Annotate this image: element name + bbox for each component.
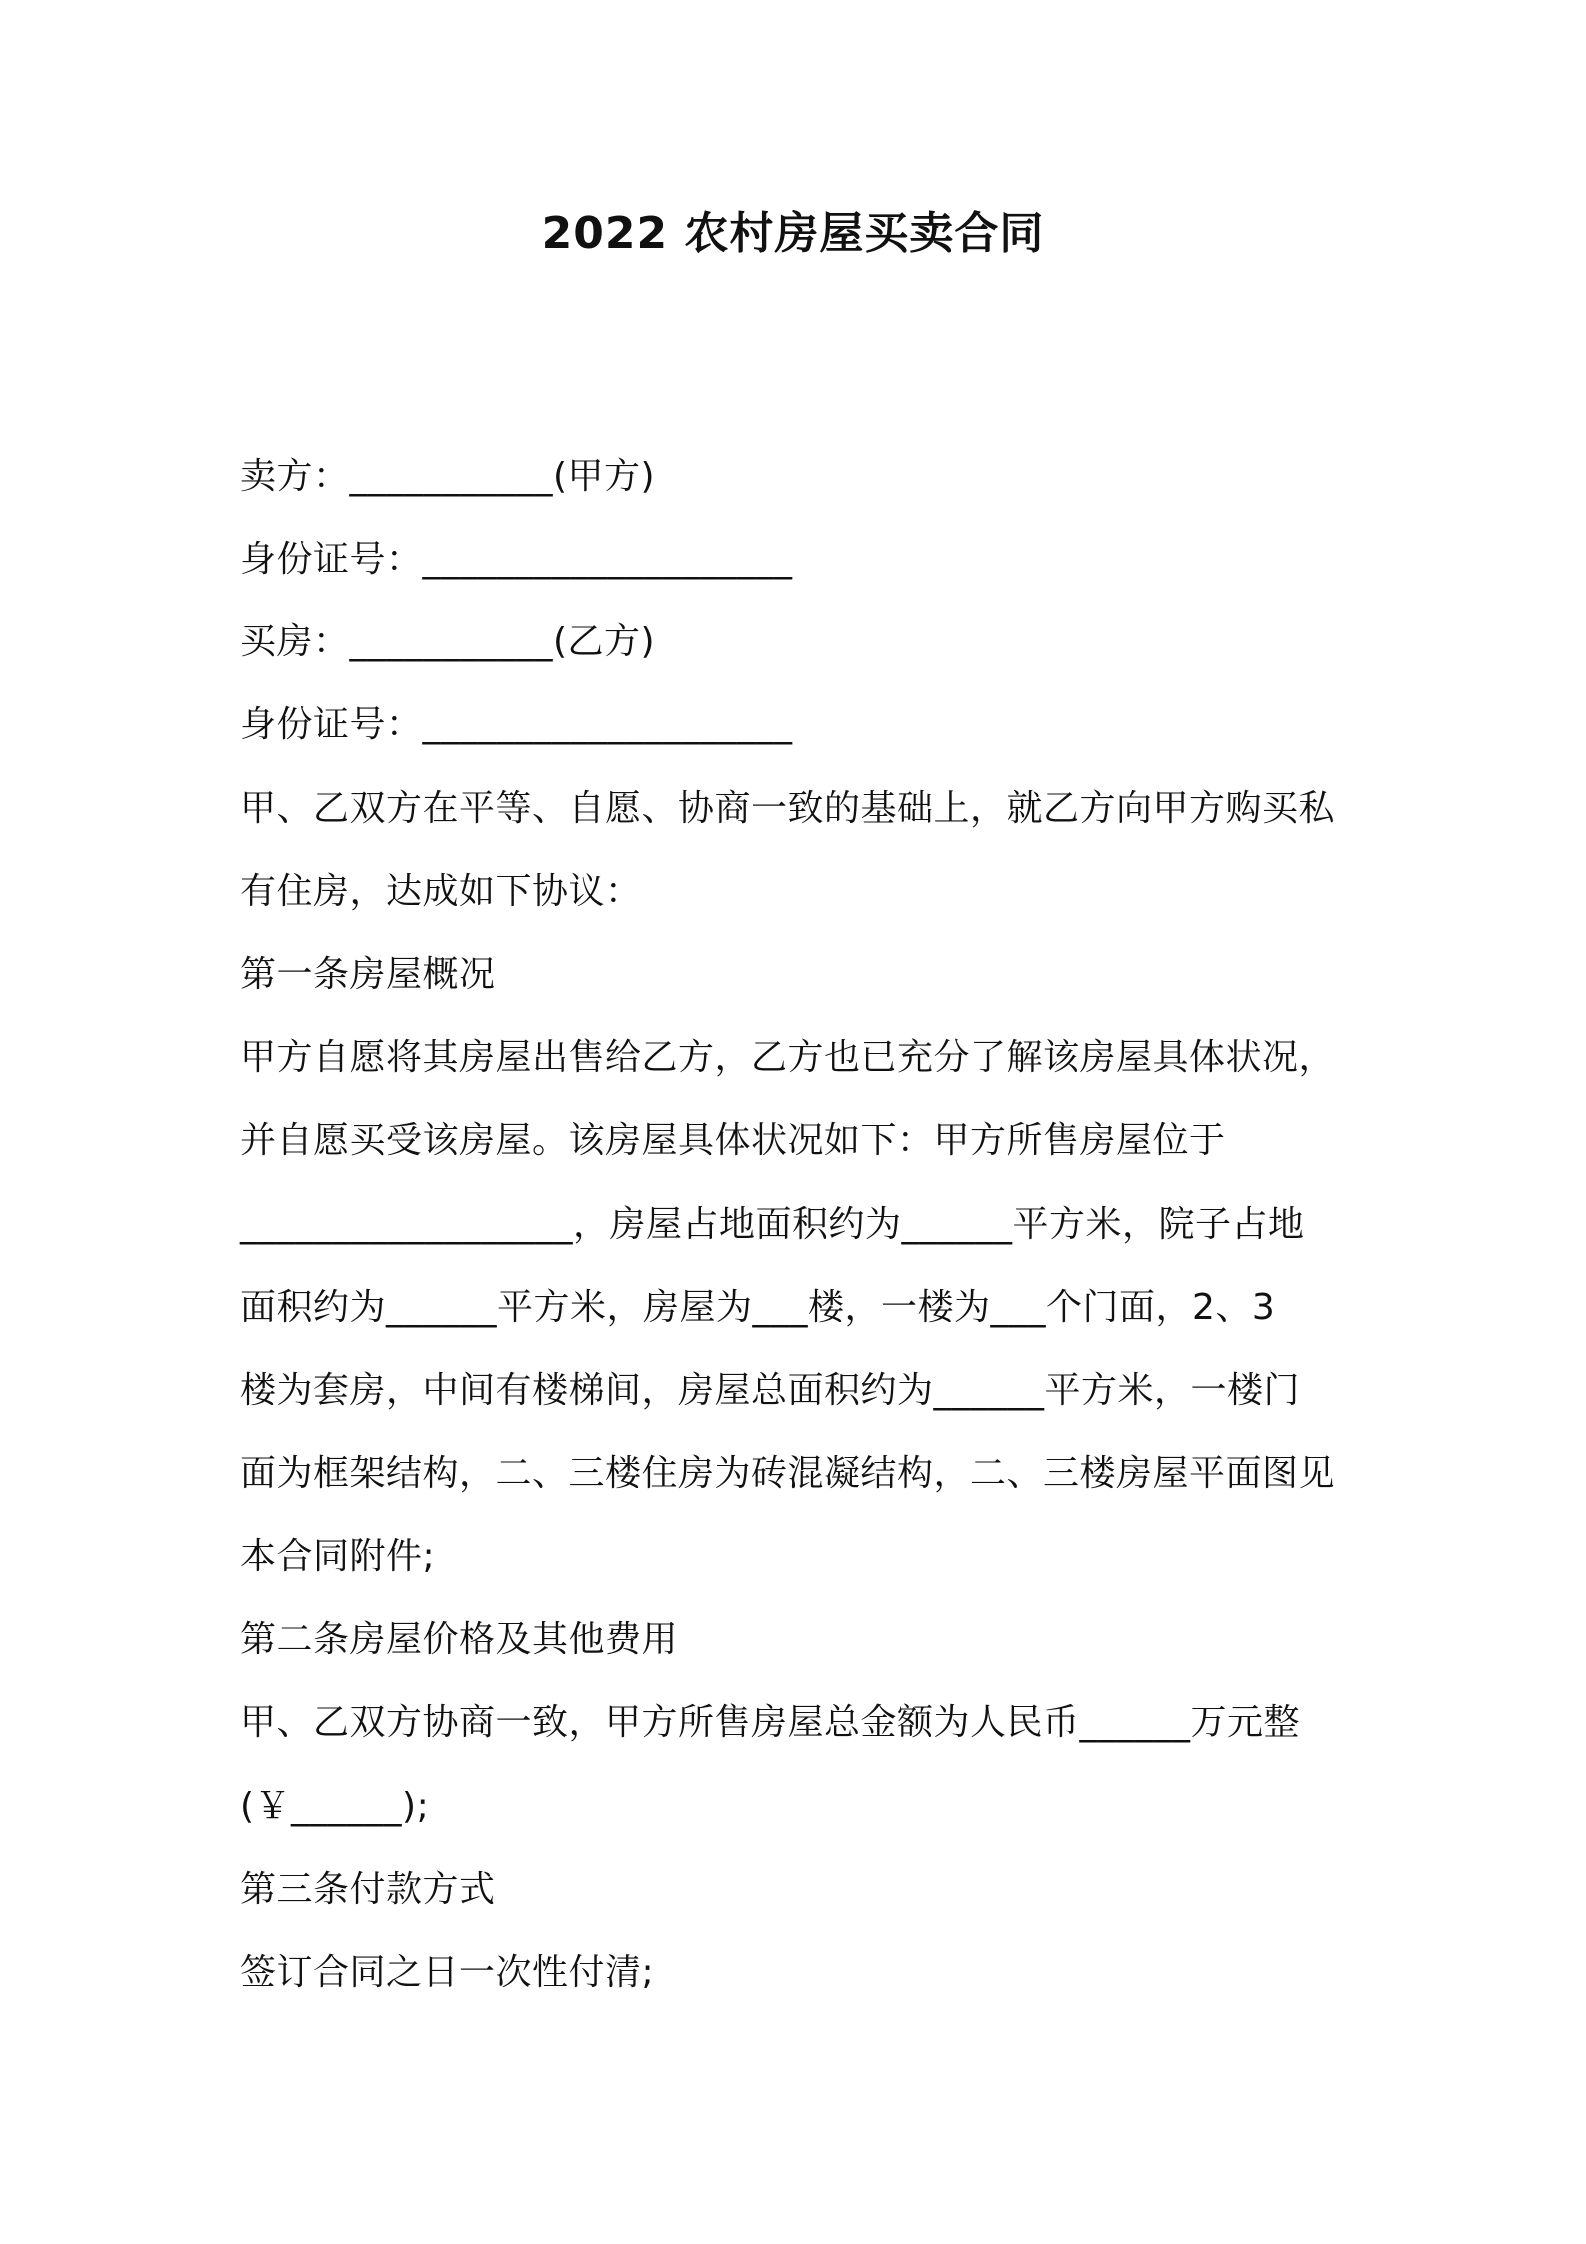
article-text-line: 并自愿买受该房屋。该房屋具体状况如下：甲方所售房屋位于 (240, 1120, 1226, 1161)
article-text-line: 本合同附件; (240, 1536, 436, 1577)
seller-line: 卖方：___________(甲方) (240, 456, 656, 497)
article-text-line: 面积约为______平方米，房屋为___楼，一楼为___个门面，2、3 (240, 1287, 1276, 1328)
article-text-line: __________________，房屋占地面积约为______平方米，院子占地 (240, 1204, 1305, 1245)
document-title: 2022 农村房屋买卖合同 (541, 208, 1045, 259)
article-heading: 第三条付款方式 (240, 1869, 496, 1910)
seller-id-line: 身份证号：____________________ (240, 539, 793, 580)
preamble-line: 有住房，达成如下协议： (240, 871, 642, 912)
article-text-line: (￥______); (240, 1786, 430, 1827)
article-heading: 第一条房屋概况 (240, 954, 496, 995)
article-text-line: 面为框架结构，二、三楼住房为砖混凝结构，二、三楼房屋平面图见 (240, 1453, 1336, 1494)
preamble-line: 甲、乙双方在平等、自愿、协商一致的基础上，就乙方向甲方购买私 (240, 788, 1336, 829)
article-text-line: 楼为套房，中间有楼梯间，房屋总面积约为______平方米，一楼门 (240, 1370, 1301, 1411)
article-heading: 第二条房屋价格及其他费用 (240, 1619, 679, 1660)
article-text-line: 甲方自愿将其房屋出售给乙方，乙方也已充分了解该房屋具体状况， (240, 1037, 1336, 1078)
buyer-line: 买房：___________(乙方) (240, 621, 656, 662)
article-text-line: 签订合同之日一次性付清; (240, 1952, 655, 1993)
article-text-line: 甲、乙双方协商一致，甲方所售房屋总金额为人民币______万元整 (240, 1702, 1301, 1743)
buyer-id-line: 身份证号：____________________ (240, 704, 793, 745)
